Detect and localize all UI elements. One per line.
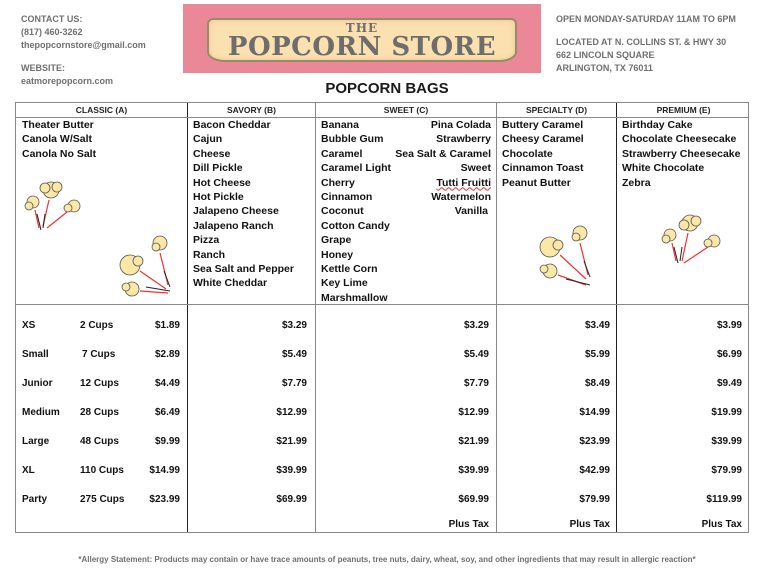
price-sweet: $39.99 [458, 465, 489, 476]
flavor-item: Sweet [460, 162, 491, 175]
price-savory: $21.99 [276, 436, 307, 447]
flavor-item: Zebra [622, 176, 651, 189]
store-logo [183, 4, 541, 73]
header-classic: CLASSIC (A) [75, 105, 128, 115]
page-title: POPCORN BAGS [325, 80, 449, 97]
size-cups: 12 Cups [80, 378, 119, 389]
flavor-item: Hot Cheese [193, 176, 251, 189]
header-specialty: SPECIALTY (D) [525, 105, 588, 115]
price-row-junior [16, 377, 187, 391]
price-sweet: $3.29 [463, 320, 489, 331]
price-premium: $6.99 [716, 349, 742, 360]
column-divider [315, 103, 316, 532]
website-link: eatmorepopcorn.com [21, 76, 114, 86]
price-row-small [16, 348, 187, 362]
flavor-item: Sea Salt and Pepper [193, 263, 294, 276]
contact-phone: (817) 460-3262 [21, 27, 83, 37]
flavor-item: White Cheddar [193, 277, 268, 290]
plus-tax-specialty: Plus Tax [569, 519, 610, 530]
price-premium: $19.99 [711, 407, 742, 418]
sweet-flavor-list-right [376, 118, 491, 219]
popcorn-illustration-icon [656, 211, 731, 266]
contact-email: thepopcornstore@gmail.com [21, 40, 146, 50]
column-divider [187, 103, 188, 532]
price-classic: $6.49 [154, 407, 180, 418]
plus-tax-sweet: Plus Tax [448, 519, 489, 530]
price-classic: $9.99 [154, 436, 180, 447]
size-name: Medium [22, 407, 60, 418]
size-cups: 275 Cups [80, 494, 125, 505]
price-sweet: $5.49 [463, 349, 489, 360]
premium-flavor-list [622, 118, 741, 190]
price-row-medium [16, 406, 187, 420]
flavor-item: Ranch [193, 248, 226, 261]
price-savory: $69.99 [276, 494, 307, 505]
flavor-item: Cinnamon Toast [502, 162, 584, 175]
flavor-item: Cotton Candy [321, 219, 390, 232]
flavor-item: Cajun [193, 133, 223, 146]
size-name: XS [22, 320, 36, 331]
flavor-item: Dill Pickle [193, 162, 243, 175]
contact-heading: CONTACT US: [21, 14, 83, 24]
price-specialty: $42.99 [579, 465, 610, 476]
price-savory: $5.49 [281, 349, 307, 360]
store-location: LOCATED AT N. COLLINS ST. & HWY 30 [556, 37, 727, 47]
price-sweet: $12.99 [458, 407, 489, 418]
size-name: Large [22, 436, 50, 447]
header-sweet: SWEET (C) [383, 105, 429, 115]
popcorn-illustration-icon [536, 221, 596, 291]
price-savory: $12.99 [276, 407, 307, 418]
flavor-item: Kettle Corn [321, 263, 378, 276]
price-specialty: $23.99 [579, 436, 610, 447]
size-cups: 110 Cups [80, 465, 124, 476]
flavor-item: Canola No Salt [22, 147, 97, 160]
specialty-flavor-list [502, 118, 584, 190]
flavor-item: Marshmallow [321, 291, 388, 304]
price-sweet: $21.99 [458, 436, 489, 447]
price-classic: $2.89 [154, 349, 180, 360]
price-savory: $3.29 [281, 320, 307, 331]
store-address-1: 662 LINCOLN SQUARE [556, 50, 655, 60]
flavor-item: Caramel [321, 147, 363, 160]
classic-flavor-list [22, 118, 96, 161]
flavor-item: Strawberry Cheesecake [622, 147, 741, 160]
size-name: Small [22, 349, 49, 360]
price-sweet: $69.99 [458, 494, 489, 505]
price-row-xs [16, 319, 187, 333]
flavor-item: Bubble Gum [321, 133, 384, 146]
price-savory: $39.99 [276, 465, 307, 476]
flavor-item: Cherry [321, 176, 355, 189]
logo-line-main: POPCORN STORE [227, 32, 497, 62]
savory-flavor-list [193, 118, 294, 291]
flavor-item: Grape [321, 234, 352, 247]
price-premium: $39.99 [711, 436, 742, 447]
price-classic: $1.89 [154, 320, 180, 331]
size-name: XL [22, 465, 35, 476]
price-premium: $119.99 [706, 494, 742, 505]
price-sweet: $7.79 [463, 378, 489, 389]
flavor-item: White Chocolate [622, 162, 705, 175]
flavor-item: Birthday Cake [622, 119, 693, 131]
header-savory: SAVORY (B) [227, 105, 276, 115]
flavor-item: Cheese [193, 147, 231, 160]
size-cups: 7 Cups [82, 349, 116, 360]
flavor-item: Strawberry [436, 133, 491, 146]
flavor-item: Vanilla [454, 205, 488, 218]
flavor-item: Chocolate [502, 147, 553, 160]
flavor-item: Pina Colada [430, 119, 491, 131]
column-divider [496, 103, 497, 532]
flavor-item: Hot Pickle [193, 191, 244, 204]
website-heading: WEBSITE: [21, 63, 65, 73]
flavor-item: Cinnamon [321, 191, 373, 204]
size-cups: 28 Cups [80, 407, 119, 418]
flavor-item: Pizza [193, 234, 220, 247]
store-info-block [556, 13, 736, 75]
flavor-item: Chocolate Cheesecake [622, 133, 737, 146]
size-name: Party [22, 494, 48, 505]
allergy-statement: *Allergy Statement: Products may contain or have trace amounts of peanuts, tree nuts, dairy, wheat, soy, and other ingredients that may result in allergic reaction* [78, 555, 696, 564]
popcorn-illustration-icon [21, 178, 86, 233]
logo-line-the: THE [345, 21, 379, 35]
flavor-item: Sea Salt & Caramel [395, 147, 491, 160]
price-premium: $9.49 [716, 378, 742, 389]
flavor-item: Canola W/Salt [22, 133, 93, 146]
price-specialty: $79.99 [579, 494, 610, 505]
flavor-item: Buttery Caramel [502, 119, 584, 131]
price-classic: $23.99 [149, 494, 180, 505]
flavor-item: Tutti Fruitti [436, 176, 491, 189]
store-address-2: ARLINGTON, TX 76011 [556, 63, 653, 73]
contact-block [21, 13, 146, 88]
plus-tax-premium: Plus Tax [701, 519, 742, 530]
flavor-item: Bacon Cheddar [193, 119, 271, 131]
price-specialty: $8.49 [584, 378, 610, 389]
logo-board [207, 18, 517, 62]
flavor-item: Peanut Butter [502, 176, 571, 189]
flavor-item: Banana [321, 119, 359, 131]
price-specialty: $5.99 [584, 349, 610, 360]
flavor-item: Theater Butter [22, 119, 94, 131]
size-name: Junior [22, 378, 53, 389]
price-premium: $3.99 [716, 320, 742, 331]
price-row-xl [16, 464, 187, 478]
flavor-item: Jalapeno Cheese [193, 205, 279, 218]
size-cups: 48 Cups [80, 436, 119, 447]
price-classic: $14.99 [149, 465, 180, 476]
price-row-party [16, 493, 187, 507]
flavor-item: Caramel Light [321, 162, 392, 175]
flavor-item: Cheesy Caramel [502, 133, 584, 146]
flavor-item: Key Lime [321, 277, 368, 290]
flavor-item: Honey [321, 248, 354, 261]
flavor-item: Watermelon [431, 191, 491, 204]
menu-table [15, 102, 749, 533]
popcorn-illustration-icon [116, 231, 176, 301]
header-premium: PREMIUM (E) [656, 105, 711, 115]
store-hours: OPEN MONDAY-SATURDAY 11AM TO 6PM [556, 14, 736, 24]
flavor-item: Coconut [321, 205, 364, 218]
column-divider [616, 103, 617, 532]
price-savory: $7.79 [281, 378, 307, 389]
price-premium: $79.99 [711, 465, 742, 476]
flavor-item: Jalapeno Ranch [193, 219, 274, 232]
price-classic: $4.49 [154, 378, 180, 389]
size-cups: 2 Cups [80, 320, 114, 331]
price-specialty: $3.49 [584, 320, 610, 331]
price-specialty: $14.99 [579, 407, 610, 418]
price-row-large [16, 435, 187, 449]
